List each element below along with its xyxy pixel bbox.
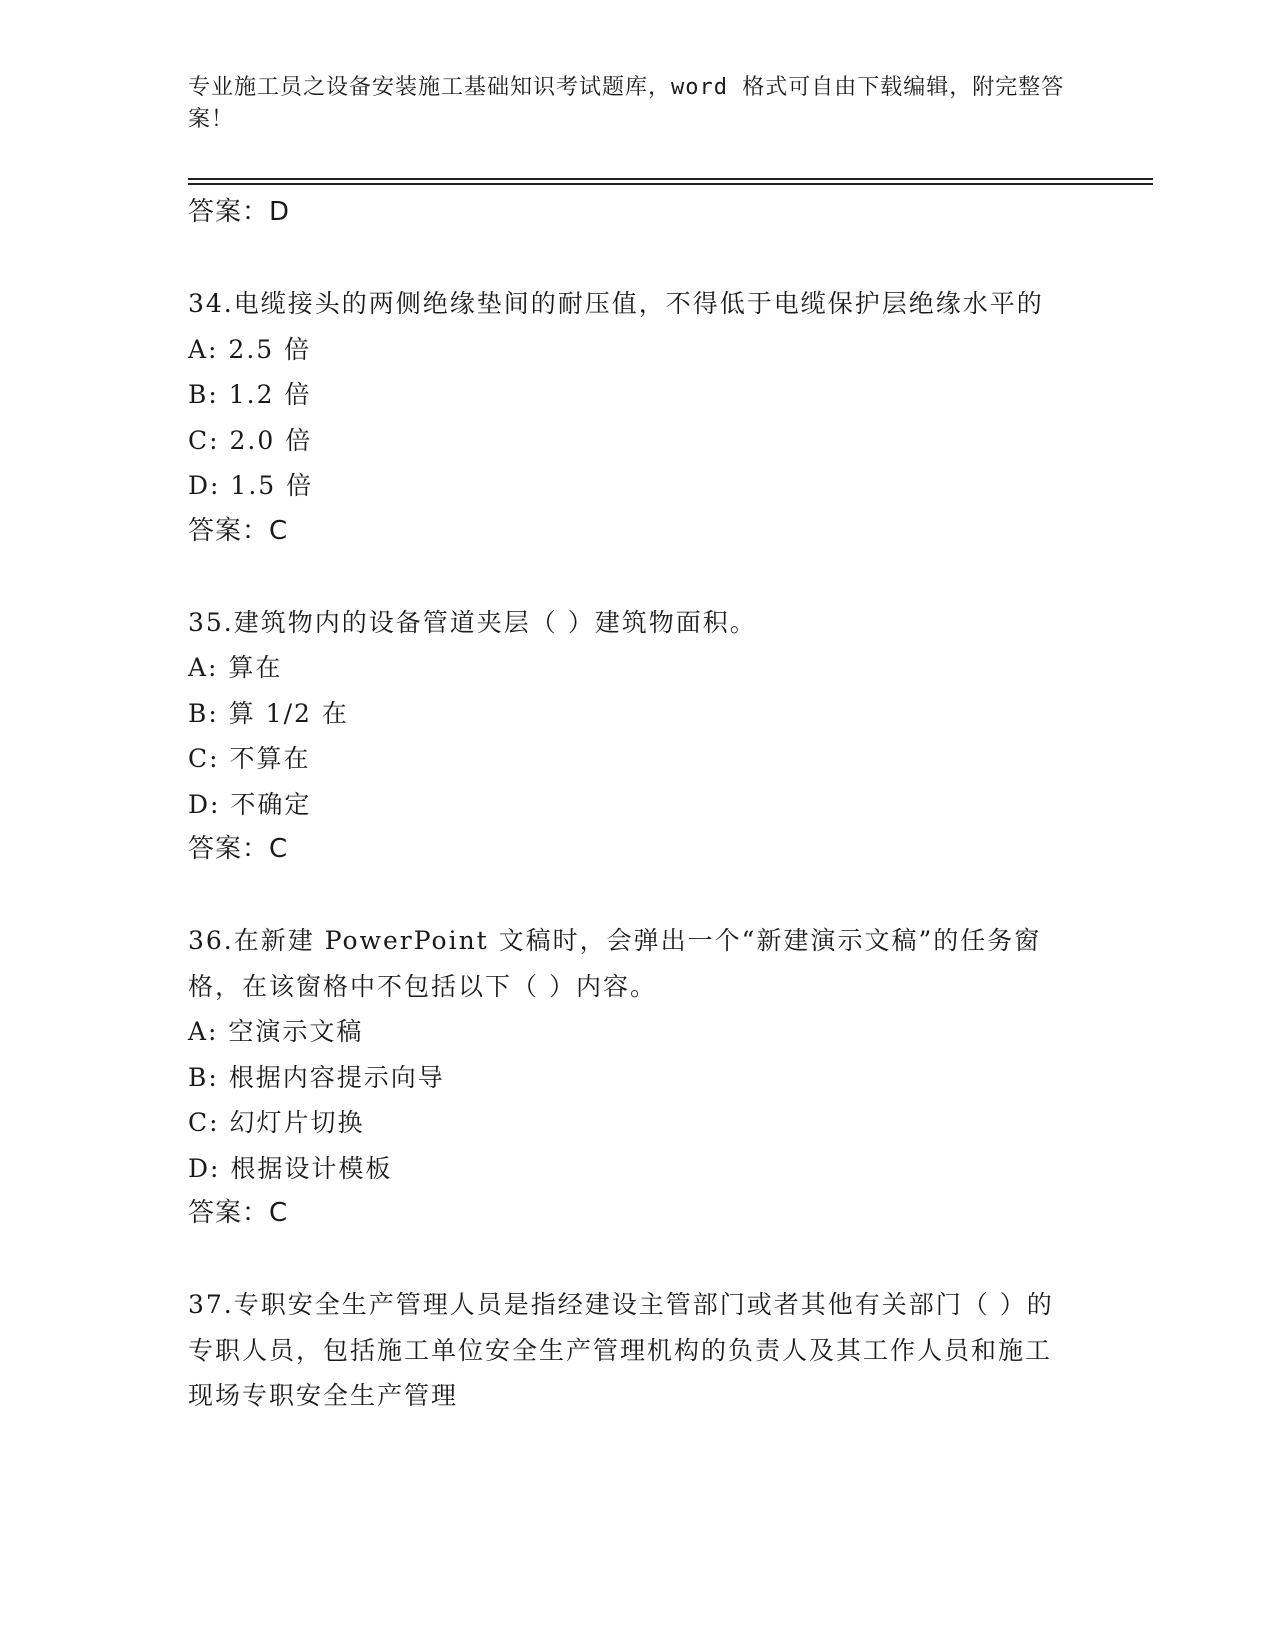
option-a: A: 空演示文稿 [188,1017,364,1046]
option-b: B: 1.2 倍 [188,380,312,409]
option-a: A: 2.5 倍 [188,334,312,364]
header-text: 专业施工员之设备安装施工基础知识考试题库，word 格式可自由下载编辑，附完整答案！ [188,75,1065,132]
spacer [188,873,1078,919]
option-c: C: 2.0 倍 [188,425,313,455]
document-body [188,190,1078,1419]
document-header [188,72,1068,136]
answer-line: 答案：C [188,515,289,546]
question-block-34 [188,281,1078,554]
spacer [188,554,1078,600]
option-d: D: 不确定 [188,789,312,819]
answer-line: 答案：D [188,197,291,227]
question-block-37 [188,1282,1078,1419]
option-d: D: 根据设计模板 [188,1153,393,1183]
option-b: B: 算 1/2 在 [188,698,349,728]
option-d: D: 1.5 倍 [188,471,314,500]
option-c: C: 幻灯片切换 [188,1108,365,1137]
question-block-35 [188,600,1078,873]
answer-line: 答案：C [188,1198,289,1228]
question-text: 35.建筑物内的设备管道夹层（ ）建筑物面积。 [188,607,757,637]
option-b: B: 根据内容提示向导 [188,1062,445,1092]
header-rule-top [188,178,1153,180]
question-text: 36.在新建 PowerPoint 文稿时，会弹出一个“新建演示文稿”的任务窗格，在该窗格中不包括以下（ ）内容。 [188,926,1042,1001]
option-a: A: 算在 [188,653,283,682]
option-c: C: 不算在 [188,744,311,773]
question-text: 37.专职安全生产管理人员是指经建设主管部门或者其他有关部门（ ）的专职人员，包括施工单位安全生产管理机构的负责人及其工作人员和施工现场专职安全生产管理 [188,1290,1054,1410]
question-block-36 [188,918,1078,1237]
header-rule-bottom [188,183,1153,185]
answer-line: 答案：C [188,834,289,864]
spacer [188,1237,1078,1283]
question-text: 34.电缆接头的两侧绝缘垫间的耐压值，不得低于电缆保护层绝缘水平的 [188,289,1044,318]
spacer [188,236,1078,282]
